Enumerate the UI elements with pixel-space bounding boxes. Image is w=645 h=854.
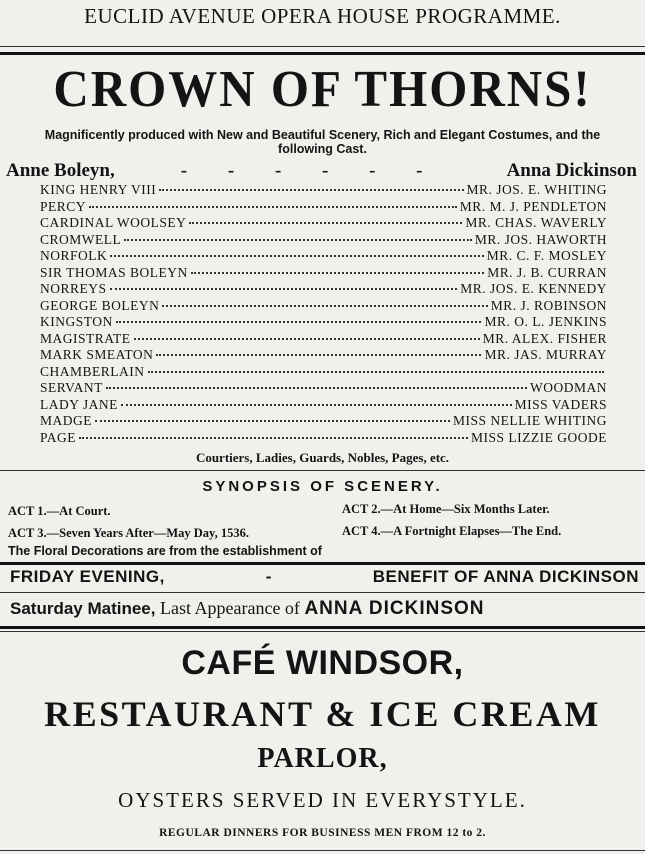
divider bbox=[0, 562, 645, 565]
cast-row bbox=[40, 413, 607, 430]
saturday-part2: Last Appearance of bbox=[160, 598, 300, 618]
cast-role: SIR THOMAS BOLEYN bbox=[40, 264, 188, 280]
lead-cast-line bbox=[6, 160, 637, 182]
leader-dots bbox=[156, 354, 481, 356]
cast-role: KING HENRY VIII bbox=[40, 182, 157, 197]
cast-actor: MR. JOS. E. WHITING bbox=[466, 182, 607, 197]
cast-role: SERVANT bbox=[40, 380, 103, 395]
cast-role: CROMWELL bbox=[40, 231, 122, 247]
floral-note: The Floral Decorations are from the establishment of bbox=[8, 544, 322, 558]
leader-dots bbox=[148, 371, 604, 373]
extras-line: Courtiers, Ladies, Guards, Nobles, Pages, etc. bbox=[195, 450, 450, 465]
cast-actor: MR. JOS. E. KENNEDY bbox=[460, 281, 607, 296]
lead-actor: Anna Dickinson bbox=[506, 160, 637, 181]
divider bbox=[0, 592, 645, 593]
advert-line-3: OYSTERS SERVED IN EVERYSTYLE. bbox=[118, 788, 527, 812]
cast-row bbox=[40, 298, 607, 315]
cast-actor: MR. CHAS. WAVERLY bbox=[465, 215, 607, 230]
cast-actor: MR. J. ROBINSON bbox=[490, 297, 607, 313]
cast-role: CARDINAL WOOLSEY bbox=[40, 215, 187, 230]
leader-dots bbox=[79, 437, 468, 439]
cast-role: LADY JANE bbox=[40, 396, 118, 412]
leader-dots bbox=[189, 222, 462, 224]
cast-role: MARK SMEATON bbox=[40, 347, 154, 362]
cast-actor: MR. ALEX. FISHER bbox=[482, 330, 607, 346]
cast-actor: MISS NELLIE WHITING bbox=[453, 413, 607, 428]
cast-row bbox=[40, 265, 607, 282]
cast-actor: MR. J. B. CURRAN bbox=[487, 264, 607, 280]
friday-left: FRIDAY EVENING, bbox=[10, 567, 165, 586]
leader-dots bbox=[110, 255, 484, 257]
leader-dots bbox=[191, 272, 484, 274]
cast-row bbox=[40, 248, 607, 265]
cast-actor: MR. JOS. HAWORTH bbox=[474, 231, 607, 247]
play-title: CROWN OF THORNS! bbox=[53, 59, 592, 118]
cast-row bbox=[40, 314, 607, 331]
advert-line-4: REGULAR DINNERS FOR BUSINESS MEN FROM 12 to 2. bbox=[159, 827, 486, 839]
cast-role: NORREYS bbox=[40, 281, 107, 296]
cast-row bbox=[40, 397, 607, 414]
divider bbox=[0, 626, 645, 629]
cast-role: PERCY bbox=[40, 198, 87, 214]
cast-actor: MISS LIZZIE GOODE bbox=[471, 429, 607, 445]
cast-actor: MR. O. L. JENKINS bbox=[484, 314, 607, 329]
cast-row bbox=[40, 364, 607, 381]
play-intro: Magnificently produced with New and Beautiful Scenery, Rich and Elegant Costumes, and the following Cast. bbox=[44, 128, 601, 156]
cast-row bbox=[40, 281, 607, 298]
cafe-name: CAFÉ WINDSOR, bbox=[181, 644, 464, 682]
cast-role: PAGE bbox=[40, 429, 77, 445]
cast-actor: MISS VADERS bbox=[514, 396, 607, 412]
act-4: ACT 4.—A Fortnight Elapses—The End. bbox=[342, 524, 562, 538]
friday-announcement bbox=[10, 567, 639, 587]
friday-right: BENEFIT OF ANNA DICKINSON bbox=[372, 567, 639, 586]
cast-role: NORFOLK bbox=[40, 248, 108, 263]
lead-role: Anne Boleyn, bbox=[6, 160, 115, 181]
leader-dots bbox=[89, 206, 457, 208]
leader-dots bbox=[95, 420, 450, 422]
cast-row bbox=[40, 347, 607, 364]
advert-line-1: RESTAURANT & ICE CREAM bbox=[44, 694, 601, 734]
leader-dots bbox=[162, 305, 487, 307]
divider bbox=[0, 470, 645, 471]
saturday-part3: ANNA DICKINSON bbox=[304, 598, 485, 619]
cast-row bbox=[40, 199, 607, 216]
cast-actor: MR. C. F. MOSLEY bbox=[486, 248, 607, 263]
cast-row bbox=[40, 215, 607, 232]
leader-dots bbox=[134, 338, 480, 340]
cast-actor: MR. JAS. MURRAY bbox=[484, 347, 607, 362]
cast-row bbox=[40, 430, 607, 447]
divider bbox=[0, 631, 645, 632]
leader-dots bbox=[116, 321, 482, 323]
saturday-part1: Saturday Matinee, bbox=[10, 599, 156, 618]
cast-row bbox=[40, 232, 607, 249]
cast-actor: MR. M. J. PENDLETON bbox=[459, 198, 607, 214]
friday-dash: - bbox=[265, 567, 272, 586]
leader-dots bbox=[121, 404, 512, 406]
leader-dots bbox=[124, 239, 472, 241]
cast-row bbox=[40, 182, 607, 199]
cast-role: KINGSTON bbox=[40, 314, 113, 329]
cast-role: CHAMBERLAIN bbox=[40, 363, 145, 379]
cast-list bbox=[40, 182, 607, 446]
cast-row bbox=[40, 380, 607, 397]
leader-dots bbox=[106, 387, 527, 389]
cast-role: GEORGE BOLEYN bbox=[40, 297, 160, 313]
leader-dots bbox=[110, 288, 458, 290]
advert-line-2: PARLOR, bbox=[257, 743, 388, 774]
leader-dots bbox=[159, 189, 463, 191]
cast-role: MAGISTRATE bbox=[40, 330, 131, 346]
divider bbox=[0, 52, 645, 55]
synopsis-heading: SYNOPSIS OF SCENERY. bbox=[202, 478, 443, 495]
cast-role: MADGE bbox=[40, 413, 92, 428]
cast-actor: WOODMAN bbox=[530, 380, 607, 395]
divider bbox=[0, 46, 645, 47]
programme-header: EUCLID AVENUE OPERA HOUSE PROGRAMME. bbox=[84, 4, 561, 28]
act-1: ACT 1.—At Court. bbox=[8, 504, 111, 518]
divider bbox=[0, 850, 645, 851]
saturday-announcement bbox=[10, 598, 485, 620]
act-2: ACT 2.—At Home—Six Months Later. bbox=[342, 502, 550, 516]
act-3: ACT 3.—Seven Years After—May Day, 1536. bbox=[8, 526, 249, 540]
cast-row bbox=[40, 331, 607, 348]
lead-dashes: - - - - - - bbox=[180, 160, 441, 181]
